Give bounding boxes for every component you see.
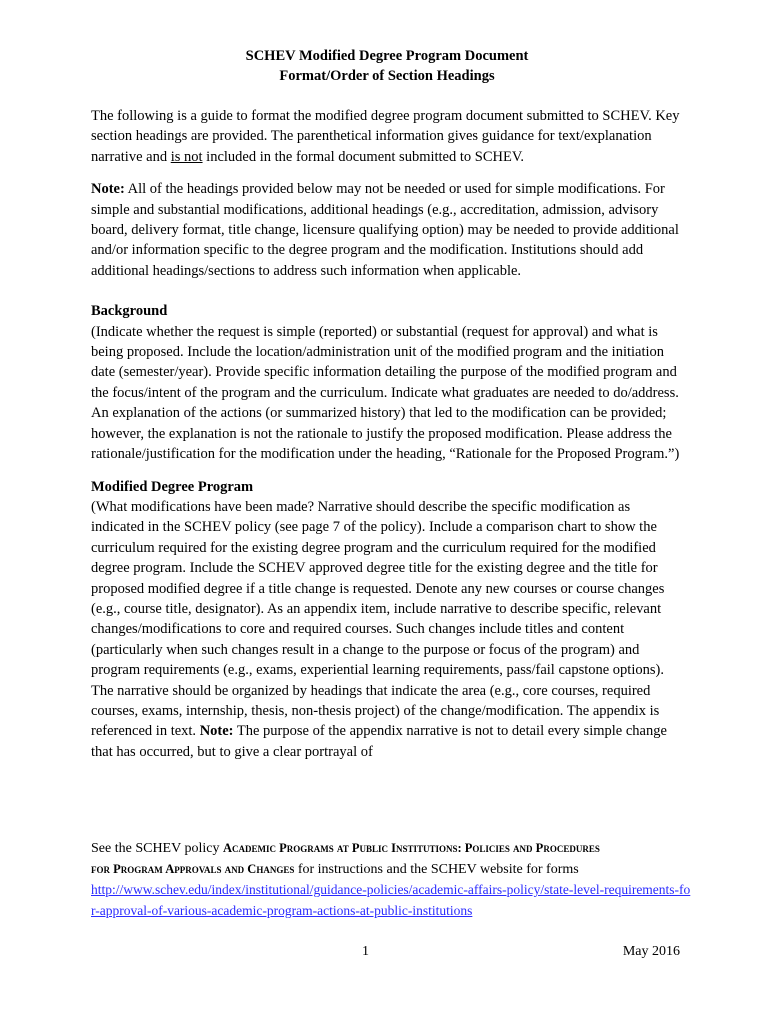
note-paragraph [91,179,683,281]
page-number: 1 [362,944,369,959]
note-label: Note: [91,181,125,198]
modified-paragraph [91,497,683,762]
modified-heading: Modified Degree Program [91,478,254,495]
title-line-2: Format/Order of Section Headings [279,68,495,84]
title-line-1: SCHEV Modified Degree Program Document [245,48,529,64]
footer-date: May 2016 [622,944,680,959]
modified-text-after: The purpose of the appendix narrative is not to detail every simple change that has occurred, but to give a clear portrayal of [91,723,667,760]
policy-prefix: See the SCHEV policy [91,841,223,856]
policy-suffix: for instructions and the SCHEV website for forms [294,862,579,877]
schev-url-link[interactable]: http://www.schev.edu/index/institutional/guidance-policies/academic-affairs-policy/state-level-requirements-for-approval-of-various-academic-program-actions-at-public-institutions [91,882,691,918]
modified-text: (What modifications have been made? Narrative should describe the specific modification as indicated in the SCHEV policy (see page 7 of the policy). Include a comparison chart to show the curriculum required for the existing degree program and the curriculum required for the modified degree program. Include the SCHEV approved degree title for the existing degree and the title for proposed modified degree if a title change is requested. Denote any new courses or course changes (e.g., course title, designator). As an appendix item, include narrative to describe specific, relevant changes/modifications to core and required courses. Such changes include titles and content (particularly when such changes result in a change to the purpose or focus of the program) and program requirements (e.g., exams, experiential learning requirements, pass/fail capstone options). The narrative should be organized by headings that indicate the area (e.g., core courses, required courses, exams, internship, thesis, non-thesis project) of the change/modification. The appendix is referenced in text. [91,498,665,740]
note-text: All of the headings provided below may not be needed or used for simple modifications. For simple and substantial modifications, additional headings (e.g., accreditation, admission, advisory board, delivery format, title change, licensure qualifying option) may be needed to provide additional and/or information specific to the degree program and the modification. Institutions should add additional headings/sections to address such information when applicable. [91,181,679,279]
policy-reference [91,838,691,922]
intro-text-2: included in the formal document submitted to SCHEV. [202,148,525,165]
document-body [91,46,683,762]
document-title [91,46,683,86]
intro-text-1: The following is a guide to format the modified degree program document submitted to SCHEV. Key section headings are provided. The parenthetical information gives guidance for text/explanation narrative and [91,108,680,165]
intro-paragraph [91,106,683,167]
policy-title-1: Academic Programs at Public Institutions: Policies and Procedures [222,841,600,855]
background-heading: Background [91,303,168,320]
background-text: (Indicate whether the request is simple (reported) or substantial (request for approval) and what is being proposed. Include the location/administration unit of the modified program and the initiation date (semester/year). Provide specific information detailing the purpose of the modified program and the focus/intent of the program and the curriculum. Indicate what graduates are needed to do/address. An explanation of the actions (or summarized history) that led to the modification can be provided; however, the explanation is not the rationale to justify the proposed modification. Please address the rationale/justification for the modification under the heading, “Rationale for the Proposed Program.”) [91,323,680,463]
intro-underlined: is not [170,148,203,165]
policy-title-2: for Program Approvals and Changes [91,862,295,876]
modified-note-label: Note: [199,723,234,740]
